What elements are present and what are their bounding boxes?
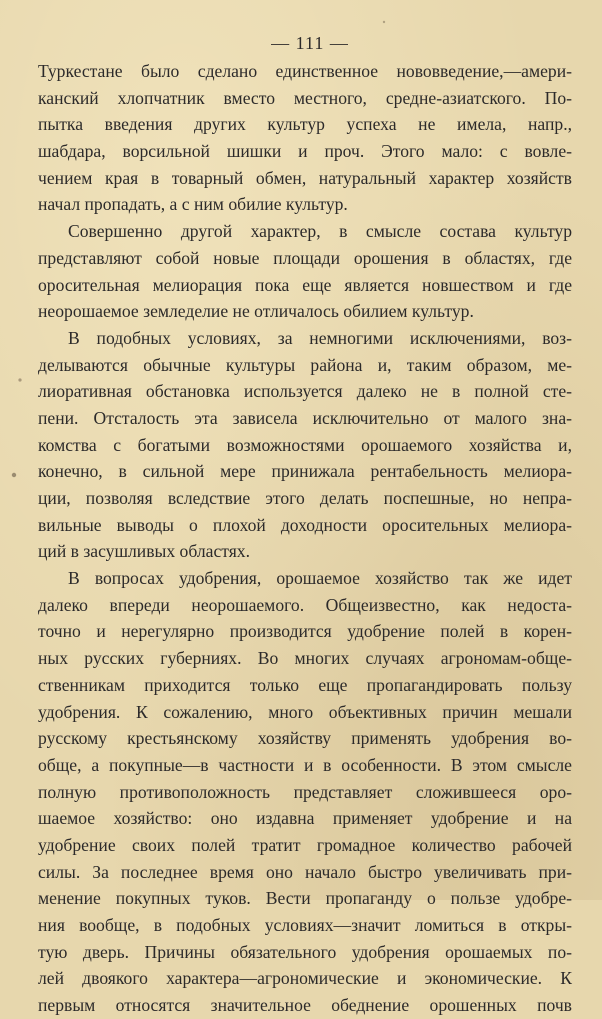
text-line: делываются обычные культуры района и, таким образом, ме-: [38, 354, 572, 375]
text-line: В подобных условиях, за немногими исключениями, воз-: [68, 327, 572, 348]
text-line: шаемое хозяйство: оно издавна применяет удобрение и на: [38, 808, 572, 829]
text-line: вильные выводы о плохой доходности оросительных мелиора-: [38, 514, 572, 535]
text-line: силы. За последнее время оно начало быстро увеличивать при-: [38, 861, 572, 882]
text-line: полную противоположность представляет сложившееся оро-: [38, 781, 572, 802]
text-line: оросительная мелиорация пока еще является новшеством и где: [38, 274, 572, 295]
text-line: лиоративная обстановка используется далеко не в полной сте-: [38, 381, 572, 402]
text-line: неорошаемое земледелие не отличалось обилием культур.: [38, 301, 474, 322]
text-line: тую дверь. Причины обязательного удобрения орошаемых по-: [38, 941, 572, 962]
text-line: ций в засушливых областях.: [38, 541, 251, 562]
text-line: удобрение своих полей тратит громадное количество рабочей: [38, 834, 572, 855]
text-line: Туркестане было сделано единственное нововведение,—амери-: [38, 61, 572, 81]
text-line: начал пропадать, а с ним обилие культур.: [38, 194, 348, 215]
text-line: менение покупных туков. Вести пропаганду о пользе удобре-: [38, 888, 572, 909]
paragraph: [38, 325, 572, 565]
text-line: ния вообще, в подобных условиях—значит ломиться в откры-: [38, 915, 572, 935]
text-line: обще, а покупные—в частности и в особенности. В этом смысле: [38, 754, 572, 775]
text-line: шабдара, ворсильной шишки и проч. Этого мало: с вовле-: [38, 141, 572, 162]
page-number: — 111 —: [271, 33, 349, 53]
text-line: В вопросах удобрения, орошаемое хозяйство так же идет: [68, 568, 572, 589]
text-line: пени. Отсталость эта зависела исключительно от малого зна-: [38, 407, 572, 428]
text-line: удобрения. К сожалению, много объективных причин мешали: [38, 701, 572, 722]
text-line: точно и нерегулярно производится удобрение полей в корен-: [38, 621, 572, 642]
text-line: первым относятся значительное обеднение орошенных почв: [38, 995, 572, 1016]
text-line: далеко впереди неорошаемого. Общеизвестно, как недоста-: [38, 594, 572, 615]
text-line: конечно, в сильной мере принижала рентабельность мелиора-: [38, 461, 572, 482]
text-line: лей двоякого характера—агрономические и экономические. К: [38, 968, 572, 989]
text-line: ственникам приходится только еще пропагандировать пользу: [38, 674, 572, 695]
text-line: комства с богатыми возможностями орошаемого хозяйства и,: [38, 434, 572, 455]
text-line: канский хлопчатник вместо местного, средне-азиатского. По-: [38, 87, 572, 108]
text-line: пытка введения других культур успеха не имела, напр.,: [38, 114, 572, 135]
text-line: Совершенно другой характер, в смысле состава культур: [68, 221, 572, 242]
text-line: русскому крестьянскому хозяйству применять удобрения во-: [38, 728, 572, 749]
paragraph: [38, 565, 572, 1019]
text-line: ции, позволяя вследствие этого делать поспешные, но непра-: [38, 488, 572, 508]
page-body-text: [38, 58, 572, 1019]
paragraph: [38, 218, 572, 325]
text-line: ных русских губерниях. Во многих случаях агрономам-обще-: [38, 648, 572, 669]
text-line: представляют собой новые площади орошения в областях, где: [38, 247, 572, 268]
paragraph: [38, 58, 572, 218]
text-line: чением края в товарный обмен, натуральный характер хозяйств: [38, 167, 572, 188]
